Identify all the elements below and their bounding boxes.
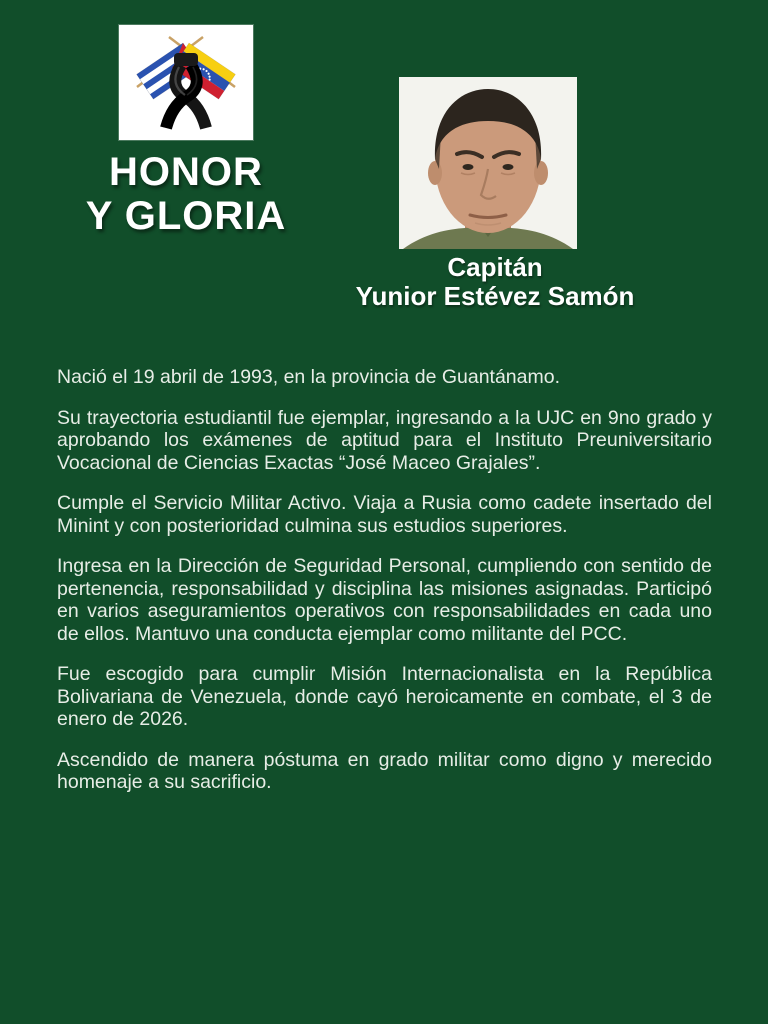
rank-label: Capitán: [447, 252, 543, 282]
biography-text: [57, 366, 712, 812]
title-line-2: Y GLORIA: [85, 194, 287, 238]
bio-paragraph-4: Ingresa en la Dirección de Seguridad Personal, cumpliendo con sentido de pertenencia, responsabilidad y disciplina las misiones asignadas. Participó en varios aseguramientos operativos con responsabilidades en cada uno de ellos. Mantuvo una conducta ejemplar como militante del PCC.: [57, 555, 712, 645]
bio-paragraph-2: Su trayectoria estudiantil fue ejemplar, ingresando a la UJC en 9no grado y aprobando los exámenes de aptitud para el Instituto Preuniversitario Vocacional de Ciencias Exactas “José Maceo Grajales”.: [57, 406, 712, 474]
flags-mourning-emblem: [119, 25, 253, 140]
name-label: Yunior Estévez Samón: [355, 281, 635, 311]
title-line-1: HONOR: [109, 150, 263, 194]
bio-paragraph-6: Ascendido de manera póstuma en grado militar como digno y merecido homenaje a su sacrificio.: [57, 748, 712, 793]
portrait-graphic: [399, 77, 577, 249]
bio-paragraph-3: Cumple el Servicio Militar Activo. Viaja a Rusia como cadete insertado del Minint y con posterioridad culmina sus estudios superiores.: [57, 492, 712, 537]
flags-ribbon-graphic: [119, 25, 253, 140]
page-title: [26, 150, 346, 238]
bio-paragraph-1: Nació el 19 abril de 1993, en la provincia de Guantánamo.: [57, 366, 560, 388]
bio-paragraph-5: Fue escogido para cumplir Misión Internacionalista en la República Bolivariana de Venezuela, donde cayó heroicamente en combate, el 3 de enero de 2026.: [57, 663, 712, 730]
photo-caption: [320, 253, 670, 311]
portrait-photo: [399, 77, 577, 249]
